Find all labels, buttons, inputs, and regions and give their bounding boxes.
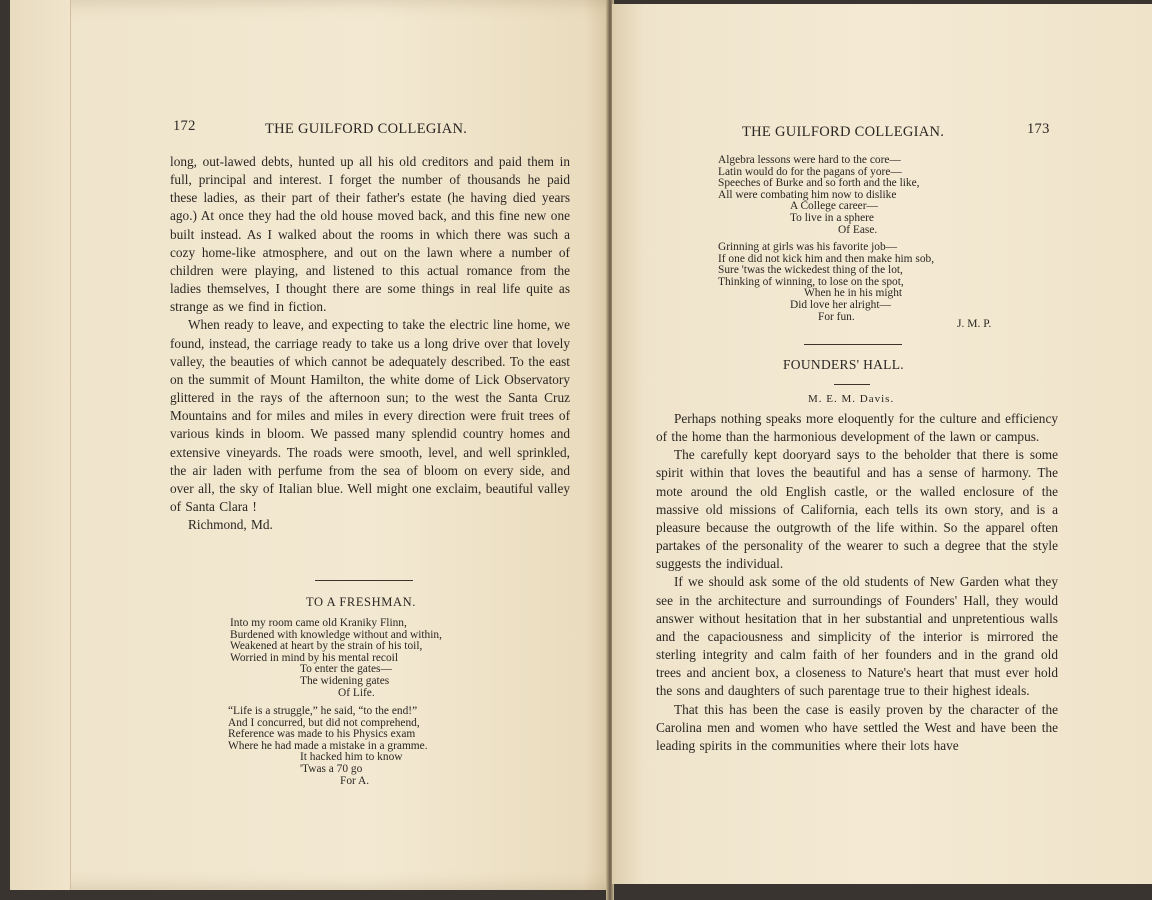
verse-line: Weakened at heart by the strain of his toil, (230, 640, 423, 653)
page-number-left: 172 (173, 118, 196, 134)
poem-stanza (718, 155, 920, 236)
verse-line: Burdened with knowledge without and within, (230, 628, 442, 641)
poem-title: TO A FRESHMAN. (306, 595, 416, 609)
verse-line: Grinning at girls was his favorite job— (718, 241, 898, 253)
page-number-right: 173 (1027, 121, 1050, 137)
verse-line: Worried in mind by his mental recoil (230, 651, 399, 664)
right-body (656, 410, 1058, 755)
verse-line: It hacked him to know (300, 751, 403, 764)
paragraph: Perhaps nothing speaks more eloquently for the culture and efficiency of the home than the harmonious development of the lawn or campus. (656, 411, 1058, 445)
verse-line: To enter the gates— (300, 663, 392, 676)
paragraph: If we should ask some of the old students of New Garden what they see in the architecture and surroundings of Founders' Hall, they would answer without hesitation that in her substantial and unpretentious walls and the capaciousness and simplicity of the interior is mirrored the sterling integrity and calm faith of her founders and in the grand old trees and ancient box, a closeness to Nature's heart that must ever hold the sons and daughters of such parentage true to their highest ideals. (656, 574, 1058, 699)
verse-line: To live in a sphere (790, 211, 874, 224)
article-title: FOUNDERS' HALL. (783, 357, 904, 372)
verse-line: 'Twas a 70 go (300, 762, 363, 775)
verse-line: A College career— (790, 200, 878, 213)
poem-signature: J. M. P. (957, 318, 992, 330)
verse-line: For fun. (818, 310, 855, 323)
verse-line: Of Ease. (838, 223, 878, 236)
verse-line: And I concurred, but did not comprehend, (228, 716, 420, 729)
page-edge (10, 0, 71, 890)
poem-stanza (228, 706, 428, 787)
verse-line: Latin would do for the pagans of yore— (718, 165, 902, 178)
verse-line: When he in his might (804, 287, 903, 300)
verse-line: For A. (340, 774, 370, 787)
verse-line: All were combating him now to dislike (718, 188, 897, 201)
verse-line: Of Life. (338, 686, 375, 699)
left-body (170, 153, 570, 534)
section-rule (315, 580, 413, 581)
running-head-left: THE GUILFORD COLLEGIAN. (265, 121, 468, 137)
verse-line: Where he had made a mistake in a gramme. (228, 739, 428, 752)
verse-line: Thinking of winning, to lose on the spot, (718, 275, 904, 288)
poem-stanza (718, 242, 934, 323)
verse-line: Algebra lessons were hard to the core— (718, 154, 901, 166)
paragraph: That this has been the case is easily proven by the character of the Carolina men and women who have settled the West and have been the leading spirits in the communities where their lots have (656, 701, 1058, 753)
verse-line: “Life is a struggle,” he said, “to the end!” (228, 705, 418, 717)
running-head-right: THE GUILFORD COLLEGIAN. (742, 124, 945, 140)
article-author: M. E. M. Davis. (808, 393, 895, 405)
section-rule (804, 344, 902, 345)
verse-line: Sure 'twas the wickedest thing of the lot, (718, 264, 903, 277)
verse-line: If one did not kick him and then make him sob, (718, 252, 935, 265)
poem-stanza (230, 618, 442, 699)
paragraph: The carefully kept dooryard says to the beholder that there is some spirit within that loves the beautiful and has a sense of harmony. The mote around the old English castle, or the walled enclosure of the massive old missions of California, each tells its own story, and is a pleasure because the outgrowth of the life within. So the apparel often partakes of the personality of the wearer to such a degree that the style suggests the individual. (656, 447, 1058, 572)
verse-line: The widening gates (300, 674, 390, 687)
verse-line: Speeches of Burke and so forth and the like, (718, 177, 920, 190)
title-rule (834, 384, 870, 385)
paragraph: When ready to leave, and expecting to take the electric line home, we found, instead, the carriage ready to take us a long drive over that lovely valley, the beauties of which cannot be adequately described. To the east on the summit of Mount Hamilton, the white dome of Lick Observatory glittered in the rays of the afternoon sun; to the west the Santa Cruz Mountains and for miles and miles in every direction were fruit trees of various kinds in bloom. We passed many splendid country homes and extensive vineyards. The roads were smooth, level, and well sprinkled, the air laden with perfume from the sea of bloom on every side, and over all, the sky of Italian blue. Well might one exclaim, beautiful valley of Santa Clara ! (170, 317, 570, 514)
verse-line: Reference was made to his Physics exam (228, 728, 416, 741)
signoff: Richmond, Md. (188, 517, 273, 533)
verse-line: Into my room came old Kraniky Flinn, (230, 617, 407, 629)
paragraph: long, out-lawed debts, hunted up all his old creditors and paid them in full, principal and interest. I forget the number of thousands he paid these ladies, as their part of their father's estate (he having died years ago.) At once they had the old house moved back, and this fine new one built instead. As I walked about the rooms in which there was such a cozy home-like atmosphere, and out on the lawn where a number of children were playing, and listened to this actual romance from the ladies themselves, I thought there are some things in real life quite as strange as we find in fiction. (170, 154, 570, 315)
verse-line: Did love her alright— (790, 298, 891, 311)
